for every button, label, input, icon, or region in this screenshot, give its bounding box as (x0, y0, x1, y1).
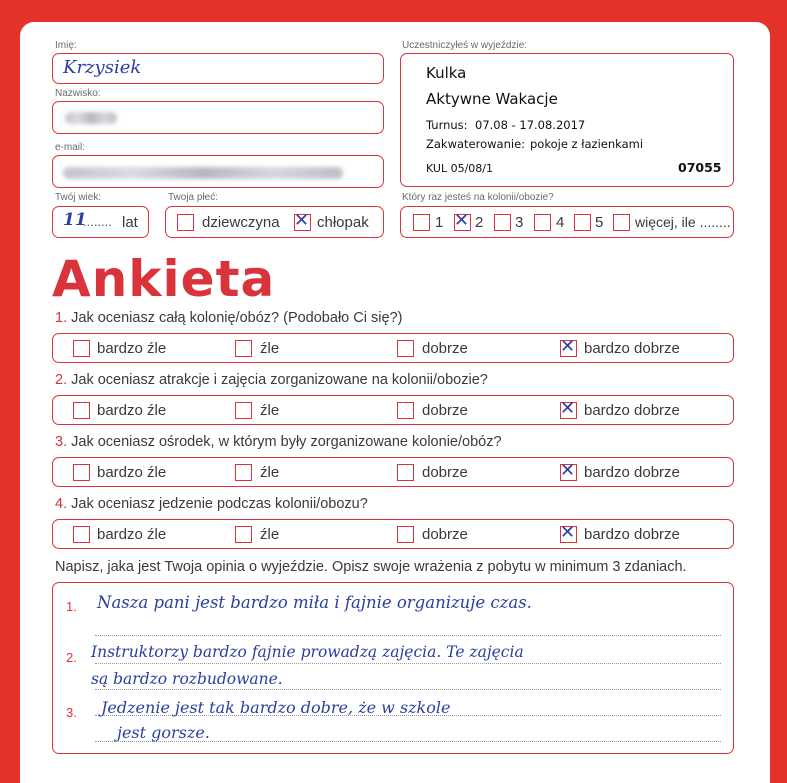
age-label: Twój wiek: (55, 192, 102, 203)
q3-good-checkbox[interactable] (397, 464, 414, 481)
times-1-checkbox[interactable] (413, 214, 430, 231)
opinion-number-3: 3. (66, 705, 77, 720)
q2-very-good-checkbox[interactable] (560, 398, 577, 419)
question-3-number: 3. (55, 434, 68, 450)
q3-good-label: dobrze (422, 464, 468, 481)
gender-boy-label: chłopak (317, 214, 369, 231)
times-4-label: 4 (556, 214, 565, 231)
q4-good-checkbox[interactable] (397, 526, 414, 543)
times-1-label: 1 (435, 214, 444, 231)
trip-line2: Aktywne Wakacje (426, 90, 558, 108)
q4-very-bad-label: bardzo źle (97, 526, 167, 543)
question-1-number: 1. (55, 310, 68, 326)
times-2-label: 2 (475, 214, 484, 231)
opinion-line-3b: jest gorsze. (117, 723, 210, 742)
times-5-label: 5 (595, 214, 604, 231)
q1-bad-checkbox[interactable] (235, 340, 252, 357)
q4-very-good-label: bardzo dobrze (584, 526, 680, 543)
question-2-number: 2. (55, 372, 68, 388)
times-3-label: 3 (515, 214, 524, 231)
q2-very-bad-checkbox[interactable] (73, 402, 90, 419)
q3-very-bad-checkbox[interactable] (73, 464, 90, 481)
opinion-prompt: Napisz, jaka jest Twoja opinia o wyjeździe. Opisz swoje wrażenia z pobytu w minimum 3 zdaniach. (55, 559, 687, 575)
question-1 (55, 310, 402, 326)
times-2-checkbox[interactable] (454, 210, 471, 231)
trip-code: KUL 05/08/1 (426, 162, 493, 175)
q2-bad-checkbox[interactable] (235, 402, 252, 419)
email-redacted (63, 167, 343, 179)
gender-girl-checkbox[interactable] (177, 214, 194, 231)
times-5-checkbox[interactable] (574, 214, 591, 231)
email-field[interactable] (52, 155, 384, 188)
age-value: 11 (63, 210, 87, 230)
surname-field[interactable] (52, 101, 384, 134)
opinion-line-3a: Jedzenie jest tak bardzo dobre, że w szkole (101, 698, 451, 717)
survey-title: Ankieta (52, 250, 276, 308)
accommodation-value: pokoje z łazienkami (530, 137, 644, 151)
q2-bad-label: źle (260, 402, 280, 419)
q4-bad-label: źle (260, 526, 280, 543)
writing-line (95, 663, 721, 664)
opinion-line-1: Nasza pani jest bardzo miła i fajnie organizuje czas. (97, 593, 532, 612)
q3-very-good-label: bardzo dobrze (584, 464, 680, 481)
question-3-text: Jak oceniasz ośrodek, w którym były zorganizowane kolonie/obóz? (71, 434, 502, 450)
q3-very-good-checkbox[interactable] (560, 460, 577, 481)
q1-very-bad-checkbox[interactable] (73, 340, 90, 357)
opinion-number-2: 2. (66, 650, 77, 665)
checked-mark-icon: ✕ (560, 398, 576, 419)
age-dots: ........ (83, 214, 112, 229)
q1-bad-label: źle (260, 340, 280, 357)
q1-good-checkbox[interactable] (397, 340, 414, 357)
writing-line (95, 635, 721, 636)
q1-very-good-checkbox[interactable] (560, 336, 577, 357)
checked-mark-icon: ✕ (294, 210, 310, 231)
opinion-field[interactable] (52, 582, 734, 754)
question-4-text: Jak oceniasz jedzenie podczas kolonii/obozu? (71, 496, 368, 512)
checked-mark-icon: ✕ (560, 522, 576, 543)
question-4-number: 4. (55, 496, 68, 512)
times-more-checkbox[interactable] (613, 214, 630, 231)
q1-good-label: dobrze (422, 340, 468, 357)
trip-number: 07055 (678, 160, 722, 175)
turnus-value: 07.08 - 17.08.2017 (475, 118, 586, 132)
q4-very-good-checkbox[interactable] (560, 522, 577, 543)
name-label: Imię: (55, 40, 77, 51)
trip-line1: Kulka (426, 64, 467, 82)
q1-very-good-label: bardzo dobrze (584, 340, 680, 357)
question-2-text: Jak oceniasz atrakcje i zajęcia zorganizowane na kolonii/obozie? (71, 372, 488, 388)
q4-bad-checkbox[interactable] (235, 526, 252, 543)
age-unit: lat (122, 214, 138, 231)
writing-line (95, 689, 721, 690)
times-more-label: więcej, ile ........ (635, 214, 731, 230)
question-4-answers (52, 519, 734, 549)
gender-boy-checkbox[interactable] (294, 210, 311, 231)
times-3-checkbox[interactable] (494, 214, 511, 231)
surname-redacted (65, 112, 117, 124)
question-1-text: Jak oceniasz całą kolonię/obóz? (Podobało Ci się?) (71, 310, 403, 326)
times-field (400, 206, 734, 238)
name-field[interactable] (52, 53, 384, 84)
age-field[interactable] (52, 206, 149, 238)
gender-label: Twoja płeć: (168, 192, 219, 203)
q2-good-checkbox[interactable] (397, 402, 414, 419)
checked-mark-icon: ✕ (560, 460, 576, 481)
accommodation-label: Zakwaterowanie: (426, 137, 526, 151)
question-3 (55, 434, 502, 450)
q2-good-label: dobrze (422, 402, 468, 419)
gender-girl-label: dziewczyna (202, 214, 280, 231)
checked-mark-icon: ✕ (454, 210, 470, 231)
q3-bad-checkbox[interactable] (235, 464, 252, 481)
question-2 (55, 372, 488, 388)
q1-very-bad-label: bardzo źle (97, 340, 167, 357)
opinion-number-1: 1. (66, 599, 77, 614)
question-3-answers (52, 457, 734, 487)
email-label: e-mail: (55, 142, 86, 153)
q2-very-good-label: bardzo dobrze (584, 402, 680, 419)
times-label: Który raz jesteś na kolonii/obozie? (402, 192, 554, 203)
surname-label: Nazwisko: (55, 88, 101, 99)
trip-label: Uczestniczyłeś w wyjeździe: (402, 40, 528, 51)
q3-very-bad-label: bardzo źle (97, 464, 167, 481)
trip-box (400, 53, 734, 187)
q3-bad-label: źle (260, 464, 280, 481)
question-1-answers (52, 333, 734, 363)
q4-good-label: dobrze (422, 526, 468, 543)
checked-mark-icon: ✕ (560, 336, 576, 357)
opinion-line-2a: Instruktorzy bardzo fajnie prowadzą zajęcia. Te zajęcia (91, 643, 524, 661)
question-4 (55, 496, 368, 512)
gender-field (165, 206, 384, 238)
opinion-line-2b: są bardzo rozbudowane. (91, 670, 283, 688)
question-2-answers (52, 395, 734, 425)
name-value: Krzysiek (63, 57, 142, 78)
turnus-label: Turnus: (426, 118, 468, 132)
times-4-checkbox[interactable] (534, 214, 551, 231)
q4-very-bad-checkbox[interactable] (73, 526, 90, 543)
q2-very-bad-label: bardzo źle (97, 402, 167, 419)
